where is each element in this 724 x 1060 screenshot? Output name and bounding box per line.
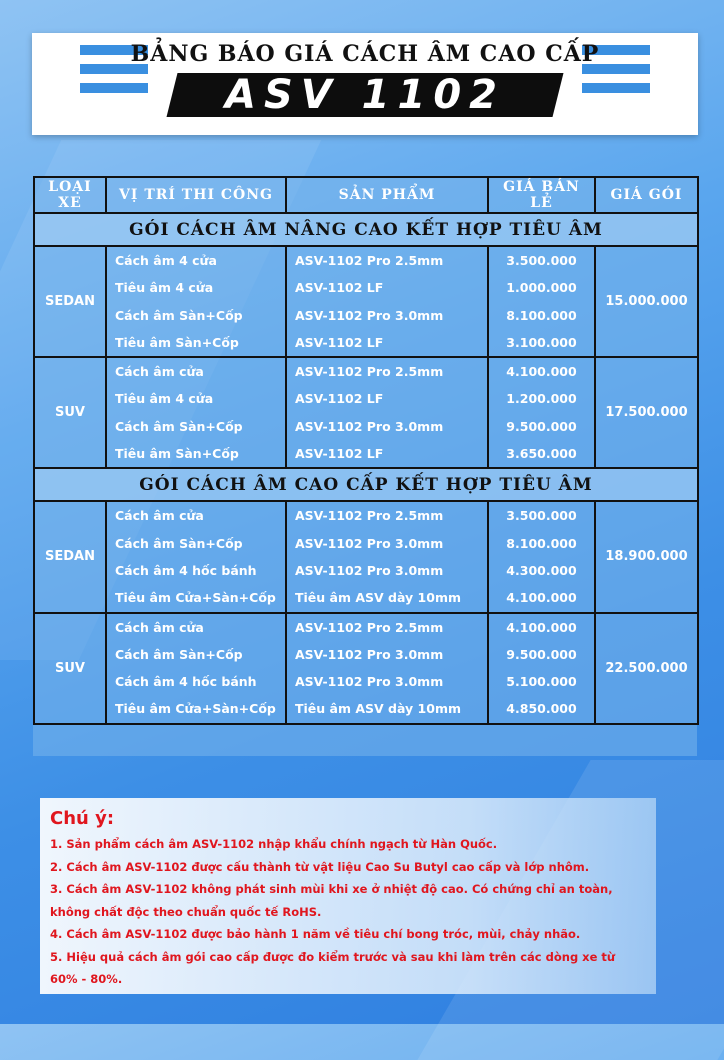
retail-prices-cell [488, 613, 595, 724]
retail-price: 9.500.000 [506, 418, 577, 434]
retail-price: 5.100.000 [506, 674, 577, 690]
product-item: ASV-1102 Pro 3.0mm [295, 674, 444, 690]
page-title: BẢNG BÁO GIÁ CÁCH ÂM CAO CẤP [130, 41, 600, 67]
position-item: Cách âm Sàn+Cốp [115, 418, 243, 434]
product-item: ASV-1102 Pro 2.5mm [295, 364, 444, 380]
table-row [34, 613, 698, 724]
package-price: 22.500.000 [595, 613, 698, 724]
section-title: GÓI CÁCH ÂM NÂNG CAO KẾT HỢP TIÊU ÂM [34, 213, 698, 246]
retail-price: 4.100.000 [506, 590, 577, 606]
car-type: SUV [34, 613, 106, 724]
column-header: GIÁ GÓI [595, 177, 698, 213]
section-row [34, 213, 698, 246]
brand-logo: ASV 1102 [225, 72, 505, 118]
note-item: 4. Cách âm ASV-1102 được bảo hành 1 năm về tiêu chí bong tróc, mùi, chảy nhão. [50, 927, 581, 941]
section-row [34, 468, 698, 501]
product-item: ASV-1102 Pro 3.0mm [295, 418, 444, 434]
retail-price: 4.100.000 [506, 364, 577, 380]
product-item: ASV-1102 LF [295, 446, 384, 462]
position-item: Cách âm Sàn+Cốp [115, 307, 243, 323]
product-item: ASV-1102 LF [295, 334, 384, 350]
product-item: ASV-1102 Pro 3.0mm [295, 307, 444, 323]
position-item: Cách âm 4 hốc bánh [115, 674, 257, 690]
product-item: ASV-1102 Pro 2.5mm [295, 619, 444, 635]
retail-price: 9.500.000 [506, 646, 577, 662]
section-title: GÓI CÁCH ÂM CAO CẤP KẾT HỢP TIÊU ÂM [34, 468, 698, 501]
positions-cell [106, 246, 286, 357]
notes-list [50, 833, 646, 991]
position-item: Tiêu âm Cửa+Sàn+Cốp [115, 590, 276, 606]
position-item: Cách âm 4 cửa [115, 253, 217, 268]
note-item: 2. Cách âm ASV-1102 được cấu thành từ vật liệu Cao Su Butyl cao cấp và lớp nhôm. [50, 859, 590, 874]
note-item: 5. Hiệu quả cách âm gói cao cấp được đo kiểm trước và sau khi làm trên các dòng xe từ 60% - 80%. [50, 949, 616, 986]
position-item: Cách âm 4 hốc bánh [115, 562, 257, 578]
retail-price: 3.100.000 [506, 334, 577, 350]
product-item: ASV-1102 Pro 3.0mm [295, 646, 444, 662]
note-item: 1. Sản phẩm cách âm ASV-1102 nhập khẩu chính ngạch từ Hàn Quốc. [50, 837, 498, 851]
header-banner [32, 33, 698, 135]
position-item: Tiêu âm Sàn+Cốp [115, 334, 239, 350]
products-cell [286, 501, 488, 612]
position-item: Cách âm Sàn+Cốp [115, 646, 243, 662]
package-price: 15.000.000 [595, 246, 698, 357]
retail-price: 1.200.000 [506, 391, 577, 407]
retail-price: 8.100.000 [506, 535, 577, 551]
note-item: 3. Cách âm ASV-1102 không phát sinh mùi khi xe ở nhiệt độ cao. Có chứng chỉ an toàn, không chất độc theo chuẩn quốc tế RoHS. [50, 882, 613, 919]
package-price: 17.500.000 [595, 357, 698, 468]
product-item: ASV-1102 LF [295, 391, 384, 407]
products-cell [286, 357, 488, 468]
positions-cell [106, 357, 286, 468]
product-item: Tiêu âm ASV dày 10mm [295, 590, 461, 606]
product-item: ASV-1102 Pro 3.0mm [295, 535, 444, 551]
product-item: Tiêu âm ASV dày 10mm [295, 701, 461, 717]
positions-cell [106, 501, 286, 612]
retail-prices-cell [488, 501, 595, 612]
position-item: Tiêu âm Sàn+Cốp [115, 446, 239, 462]
position-item: Tiêu âm 4 cửa [115, 280, 214, 296]
retail-price: 8.100.000 [506, 307, 577, 323]
position-item: Cách âm cửa [115, 508, 204, 524]
car-type: SEDAN [34, 246, 106, 357]
package-price: 18.900.000 [595, 501, 698, 612]
product-item: ASV-1102 Pro 2.5mm [295, 508, 444, 524]
product-item: ASV-1102 LF [295, 280, 384, 296]
position-item: Cách âm Sàn+Cốp [115, 535, 243, 551]
column-header: VỊ TRÍ THI CÔNG [106, 177, 286, 213]
position-item: Cách âm cửa [115, 364, 204, 380]
retail-price: 4.100.000 [506, 619, 577, 635]
position-item: Tiêu âm 4 cửa [115, 391, 214, 407]
column-header: SẢN PHẨM [286, 177, 488, 213]
table-header-row [34, 177, 698, 213]
retail-price: 4.850.000 [506, 701, 577, 717]
car-type: SUV [34, 357, 106, 468]
retail-price: 1.000.000 [506, 280, 577, 296]
price-table [33, 176, 699, 725]
table-row [34, 501, 698, 612]
product-item: ASV-1102 Pro 2.5mm [295, 253, 444, 268]
product-item: ASV-1102 Pro 3.0mm [295, 562, 444, 578]
position-item: Cách âm cửa [115, 619, 204, 635]
table-row [34, 246, 698, 357]
retail-price: 3.650.000 [506, 446, 577, 462]
retail-prices-cell [488, 357, 595, 468]
notes-box [40, 798, 656, 994]
positions-cell [106, 613, 286, 724]
retail-price: 3.500.000 [506, 253, 577, 268]
column-header: GIÁ BÁN LẺ [488, 177, 595, 213]
position-item: Tiêu âm Cửa+Sàn+Cốp [115, 701, 276, 717]
products-cell [286, 246, 488, 357]
column-header: LOẠI XE [34, 177, 106, 213]
retail-price: 3.500.000 [506, 508, 577, 524]
notes-title: Chú ý: [50, 808, 115, 829]
retail-price: 4.300.000 [506, 562, 577, 578]
products-cell [286, 613, 488, 724]
car-type: SEDAN [34, 501, 106, 612]
retail-prices-cell [488, 246, 595, 357]
table-row [34, 357, 698, 468]
price-table-container [33, 176, 697, 756]
